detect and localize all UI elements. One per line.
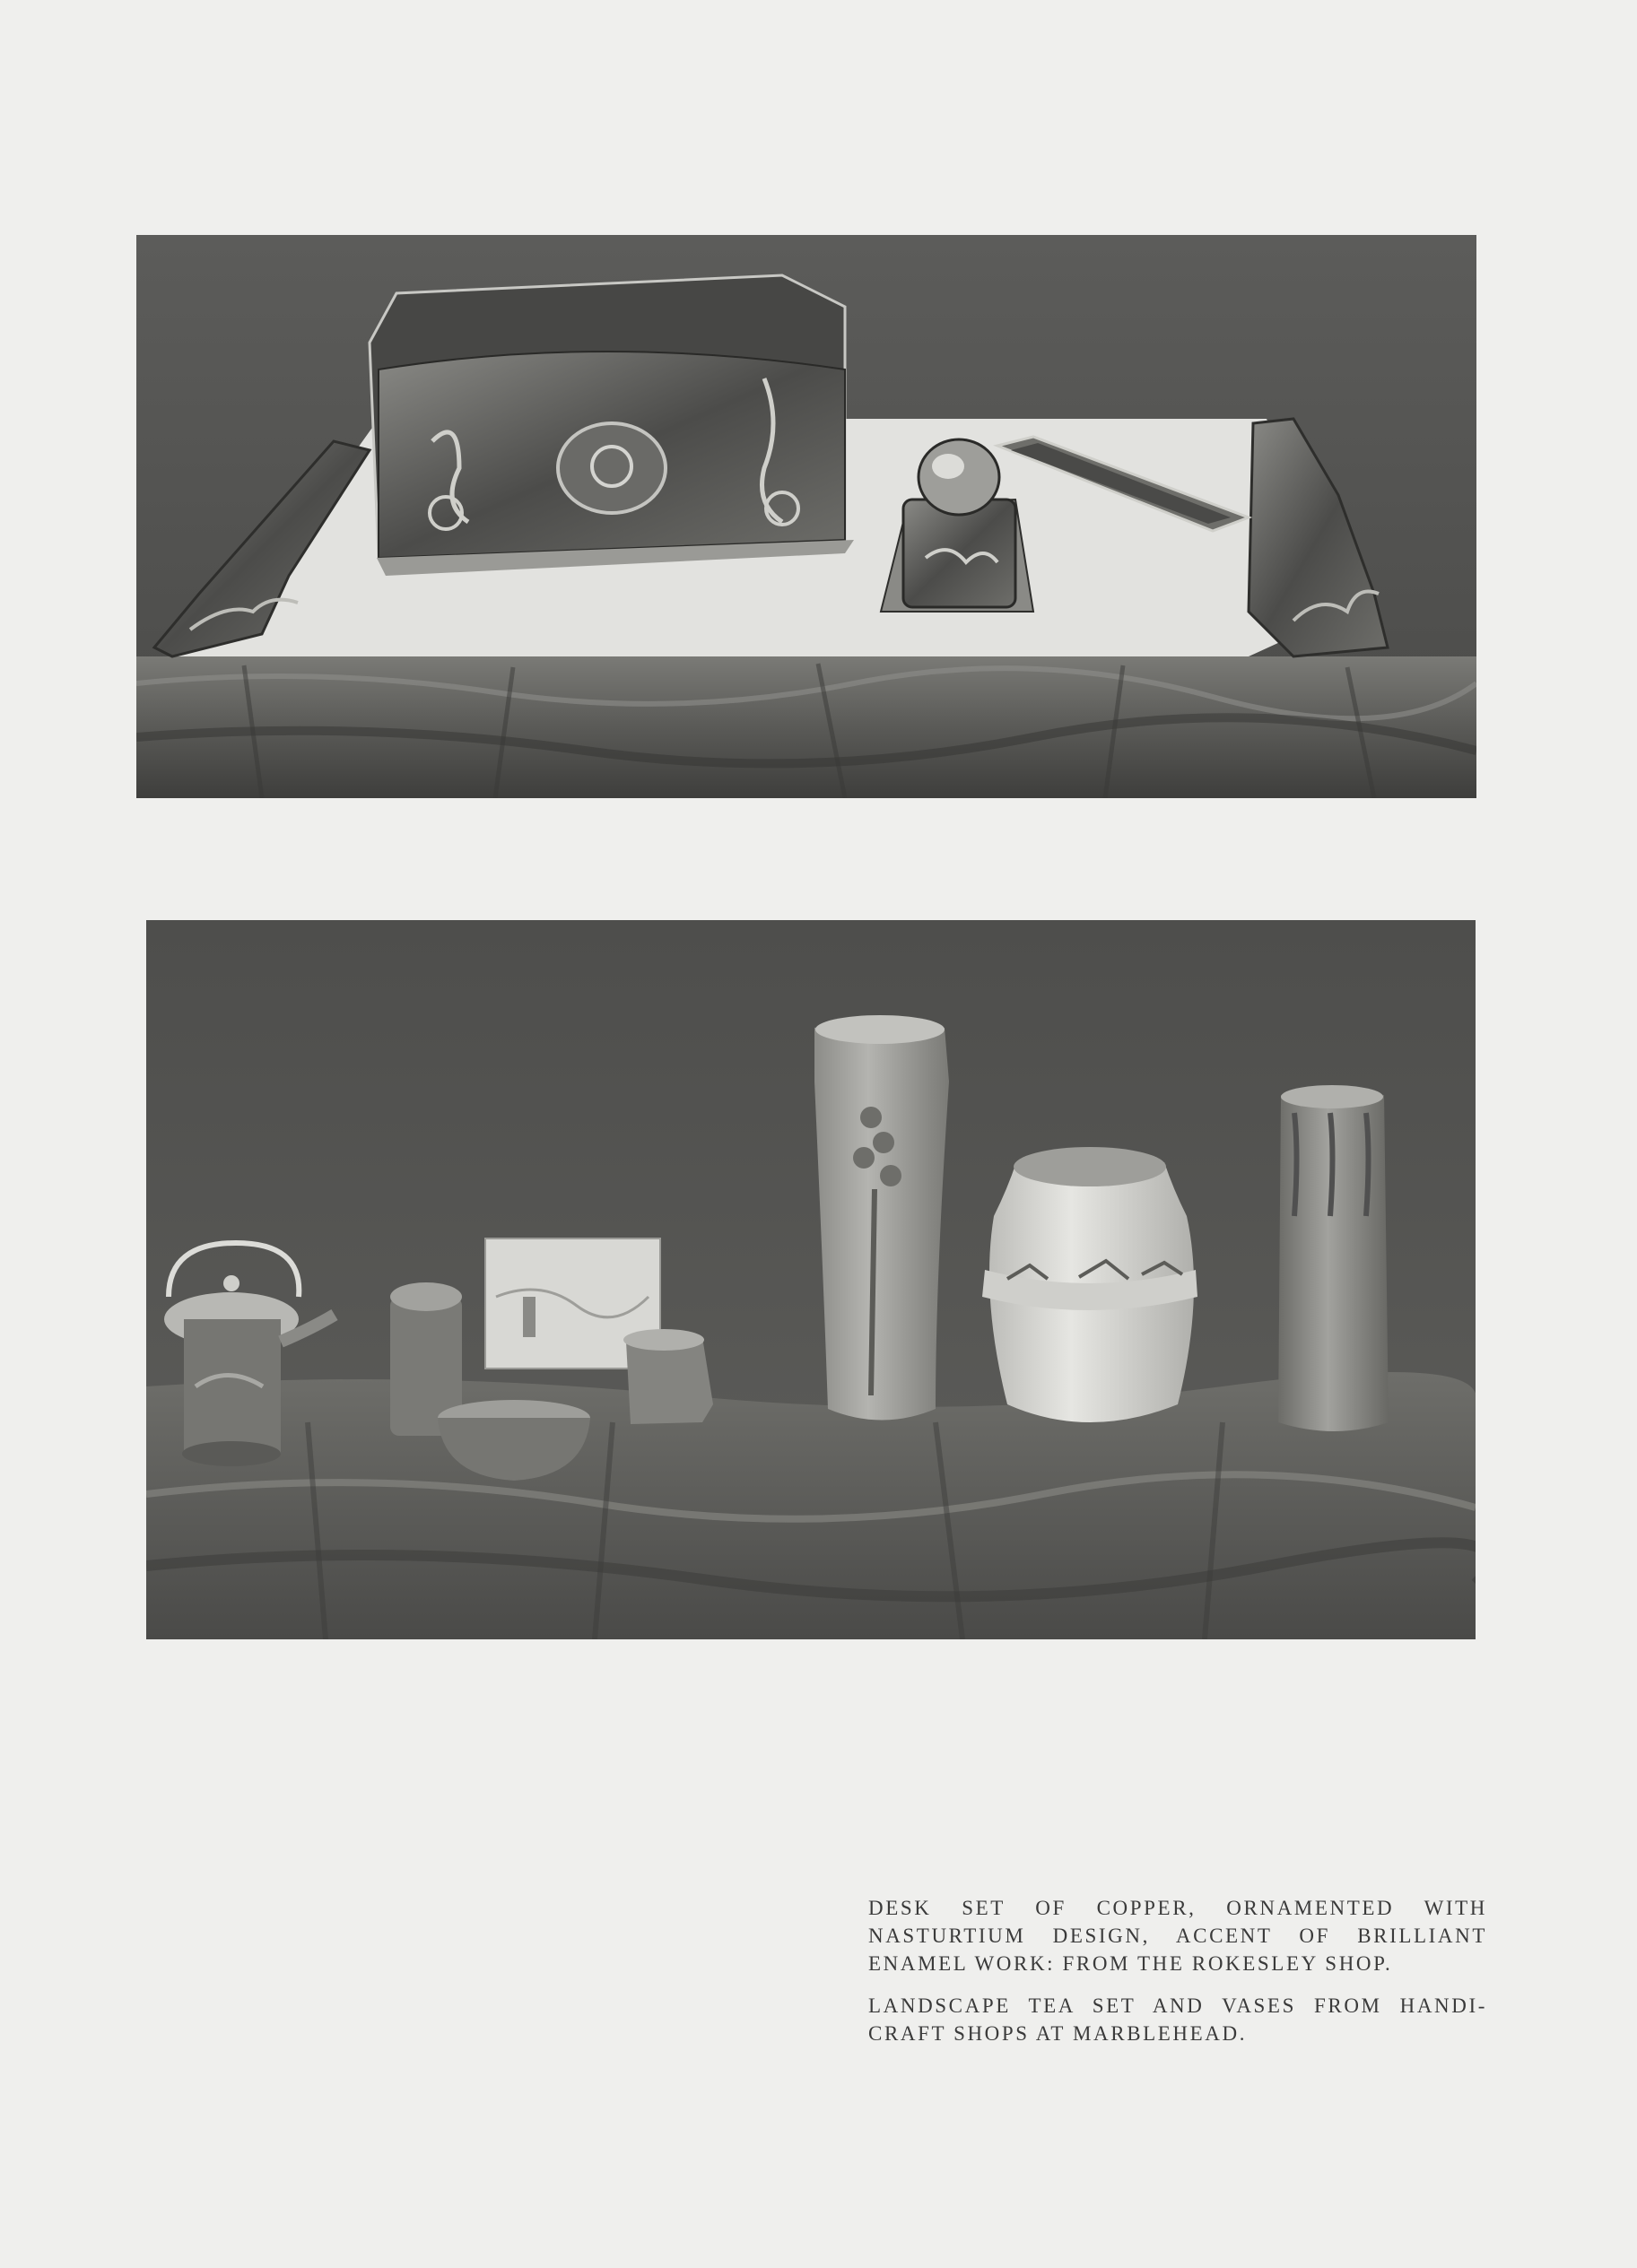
tea-set-caption: LANDSCAPE TEA SET AND VASES FROM HANDI-CRAFT SHOPS AT MARBLEHEAD. (868, 1994, 1487, 2045)
desk-set-photograph (136, 235, 1476, 798)
tea-set-and-vases-photograph (146, 920, 1476, 1639)
plate-caption (868, 1894, 1487, 2062)
desk-set-caption: DESK SET OF COPPER, ORNAMENTED WITH NASTURTIUM DESIGN, ACCENT OF BRILLIANT ENAMEL WORK: FROM THE ROKESLEY SHOP. (868, 1897, 1487, 1975)
